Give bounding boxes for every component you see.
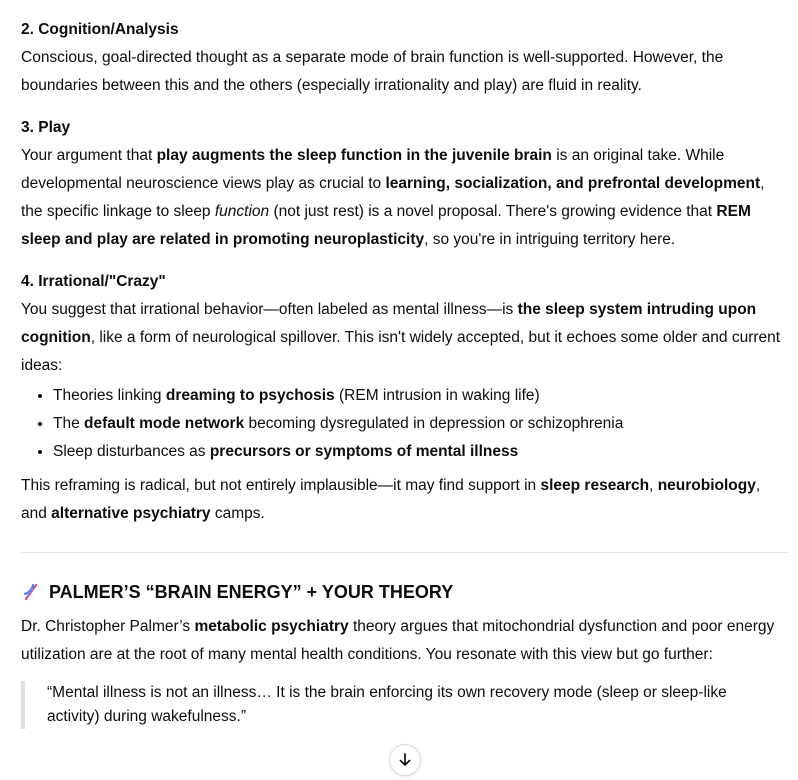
section-play: [21, 114, 781, 254]
text: , the specific linkage to sleep: [21, 175, 765, 220]
italic-text: function: [214, 203, 270, 220]
section-palmer: [21, 579, 781, 729]
bold-text: metabolic psychiatry: [194, 618, 349, 635]
text: theory argues that mitochondrial dysfunction and poor energy utilization are at the root of many mental health conditions. You resonate with this view but go further:: [21, 618, 775, 663]
bold-text: precursors or symptoms of mental illness: [209, 443, 519, 460]
section-irrational: [21, 268, 781, 528]
text: Sleep disturbances as: [53, 443, 210, 460]
bold-text: default mode network: [84, 415, 245, 432]
text: becoming dysregulated in depression or schizophrenia: [244, 415, 624, 432]
bold-text: learning, socialization, and prefrontal development: [385, 175, 761, 192]
section-conclusion: [21, 472, 781, 528]
divider: [21, 552, 789, 553]
bold-text: sleep research: [540, 477, 650, 494]
palmer-heading: [21, 579, 781, 605]
blockquote: [21, 681, 781, 729]
bold-text: the sleep system intruding upon cognition: [21, 301, 757, 346]
text: Your argument that: [21, 147, 157, 164]
arrow-down-icon: [397, 752, 413, 768]
text: The: [53, 415, 85, 432]
list-item: [53, 438, 781, 466]
bold-text: alternative psychiatry: [51, 505, 211, 522]
text: , and: [21, 477, 761, 522]
list-item: [53, 382, 781, 410]
text: This reframing is radical, but not entirely implausible—it may find support in: [21, 477, 541, 494]
scroll-down-button[interactable]: [389, 744, 421, 776]
section-heading: 3. Play: [21, 119, 71, 136]
section-body: [21, 142, 781, 254]
palmer-body: [21, 613, 781, 669]
chat-message-content: [21, 16, 781, 729]
section-body: [21, 296, 781, 380]
text: You suggest that irrational behavior—often labeled as mental illness—is: [21, 301, 518, 318]
quote-text: “Mental illness is not an illness… It is the brain enforcing its own recovery mode (sleep or sleep-like activity) during wakefulness.”: [47, 684, 727, 725]
section-cognition: [21, 16, 781, 100]
text: , like a form of neurological spillover. This isn't widely accepted, but it echoes some older and current ideas:: [21, 329, 781, 374]
text: (REM intrusion in waking life): [334, 387, 540, 404]
palmer-title: PALMER’S “BRAIN ENERGY” + YOUR THEORY: [49, 582, 454, 602]
section-body: Conscious, goal-directed thought as a separate mode of brain function is well-supported. However, the boundaries between this and the others (especially irrationality and play) are fluid in reality.: [21, 49, 724, 94]
bold-text: REM sleep and play are related in promoting neuroplasticity: [21, 203, 751, 248]
text: is an original take. While developmental neuroscience views play as crucial to: [21, 147, 725, 192]
bold-text: dreaming to psychosis: [165, 387, 335, 404]
text: ,: [649, 477, 658, 494]
text: Theories linking: [53, 387, 166, 404]
text: camps.: [210, 505, 265, 522]
list-item: [53, 410, 781, 438]
section-heading: 2. Cognition/Analysis: [21, 21, 179, 38]
text: Dr. Christopher Palmer’s: [21, 618, 195, 635]
bold-text: play augments the sleep function in the juvenile brain: [156, 147, 552, 164]
text: (not just rest) is a novel proposal. There's growing evidence that: [269, 203, 717, 220]
text: , so you're in intriguing territory here.: [424, 231, 676, 248]
bullet-list: [21, 382, 781, 466]
dna-icon: [21, 582, 41, 602]
section-heading: 4. Irrational/"Crazy": [21, 273, 166, 290]
bold-text: neurobiology: [657, 477, 756, 494]
